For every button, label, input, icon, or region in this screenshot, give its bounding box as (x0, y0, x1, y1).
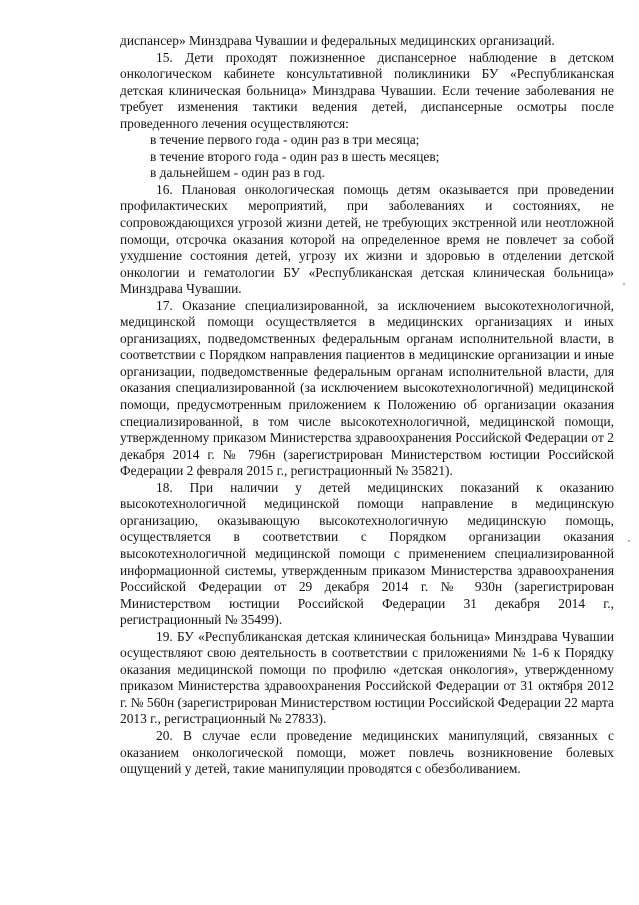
paragraph-15: 15. Дети проходят пожизненное диспансерное наблюдение в детском онкологическом кабинете консультативной поликлиники БУ «Республиканская детская клиническая больница» Минздрава Чувашии. Если течение заболевания не требует изменения тактики ведения детей, диспансерные осмотры после проведенного лечения осуществляются: (120, 49, 614, 131)
paragraph-16: 16. Плановая онкологическая помощь детям оказывается при проведении профилактических мероприятий, при заболеваниях и состояниях, не сопровождающихся угрозой жизни детей, не требующих экстренной или неотложной помощи, отсрочка оказания которой на определенное время не повлечет за собой ухудшение состояния детей, угрозу их жизни и здоровью в отделении детской онкологии и гематологии БУ «Республиканская детская клиническая больница» Минздрава Чувашии. (120, 181, 614, 297)
p15-list-item: в течение первого года - один раз в три месяца; (150, 132, 420, 148)
scan-speck (623, 283, 625, 285)
document-page (120, 33, 614, 778)
paragraph-17: 17. Оказание специализированной, за исключением высокотехнологичной, медицинской помощи осуществляется в медицинских организациях и иных организациях, подведомственных федеральным органам исполнительной власти, в соответствии с Порядком направления пациентов в медицинские организации и иные организации, подведомственные федеральным органам исполнительной власти, для оказания специализированной (за исключением высокотехнологичной) медицинской помощи, предусмотренным приложением к Положению об организации оказания специализированной, в том числе высокотехнологичной, медицинской помощи, утвержденному приказом Министерства здравоохранения Российской Федерации от 2 декабря 2014 г. № 796н (зарегистрирован Министерством юстиции Российской Федерации 2 февраля 2015 г., регистрационный № 35821). (120, 297, 614, 479)
continuation-line: диспансер» Минздрава Чувашии и федеральных медицинских организаций. (120, 33, 555, 48)
paragraph-19: 19. БУ «Республиканская детская клиническая больница» Минздрава Чувашии осуществляют свою деятельность в соответствии с приложениями № 1-6 к Порядку оказания медицинской помощи по профилю «детская онкология», утвержденному приказом Министерства здравоохранения Российской Федерации от 31 октября 2012 г. № 560н (зарегистрирован Министерством юстиции Российской Федерации 22 марта 2013 г., регистрационный № 27833). (120, 628, 614, 727)
paragraph-20: 20. В случае если проведение медицинских манипуляций, связанных с оказанием онкологической помощи, может повлечь возникновение болевых ощущений у детей, такие манипуляции проводятся с обезболиванием. (120, 727, 614, 777)
p15-list-item: в дальнейшем - один раз в год. (150, 165, 325, 181)
p15-list-item: в течение второго года - один раз в шесть месяцев; (150, 148, 440, 164)
paragraph-18: 18. При наличии у детей медицинских показаний к оказанию высокотехнологичной медицинской помощи направление в медицинскую организацию, оказывающую высокотехнологичную медицинскую помощь, осуществляется в соответствии с Порядком организации оказания высокотехнологичной медицинской помощи с применением специализированной информационной системы, утвержденным приказом Министерства здравоохранения Российской Федерации от 29 декабря 2014 г. № 930н (зарегистрирован Министерством юстиции Российской Федерации 31 декабря 2014 г., регистрационный № 35499). (120, 479, 614, 628)
scan-speck (628, 540, 630, 542)
